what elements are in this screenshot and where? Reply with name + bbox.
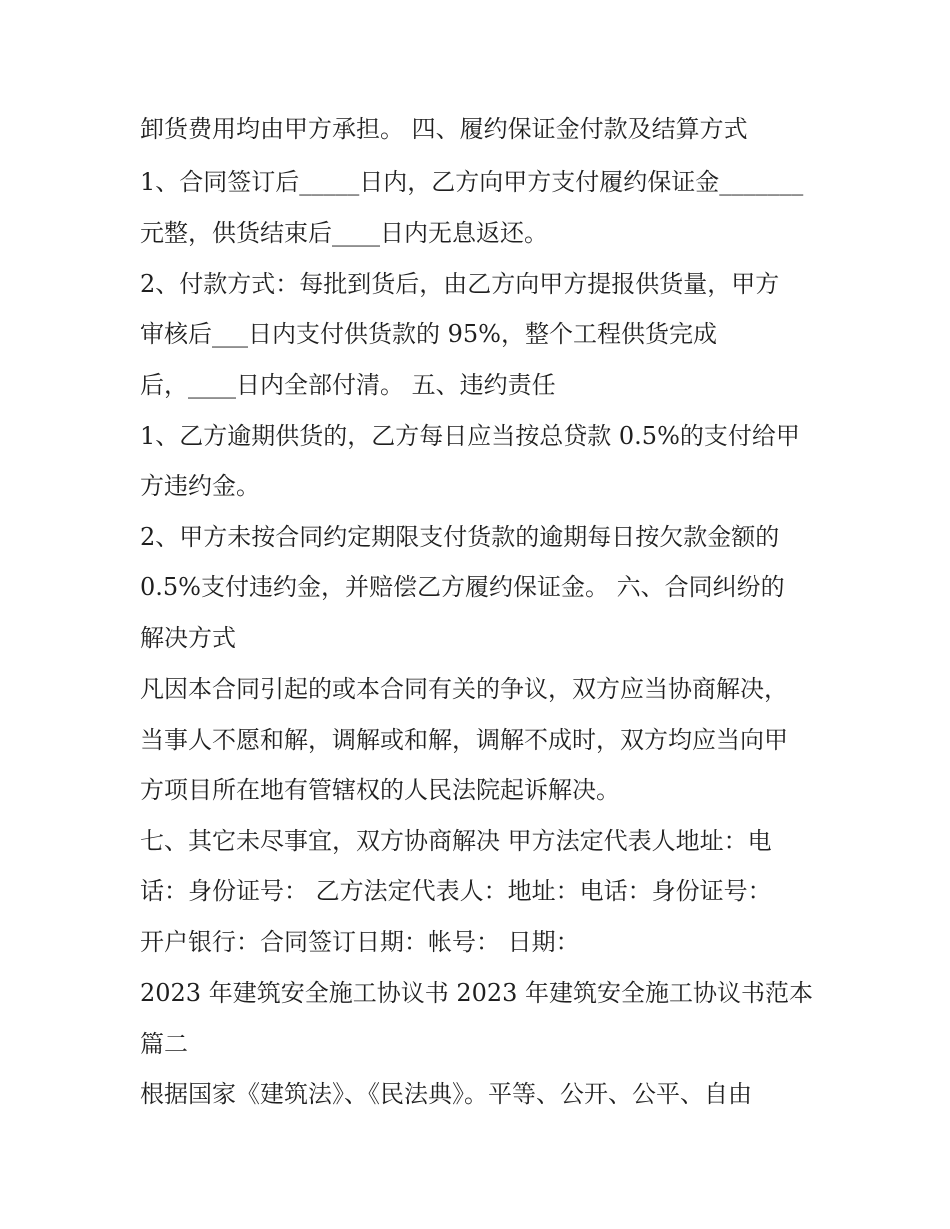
text-line: 元整，供货结束后____日内无息返还。 [140, 219, 548, 247]
text-line: 卸货费用均由甲方承担。 四、履约保证金付款及结算方式 [140, 115, 748, 143]
section-heading: 解决方式 [140, 624, 236, 652]
text-line: 七、其它未尽事宜，双方协商解决 甲方法定代表人地址：电 [140, 827, 772, 855]
text-line: 后，____日内全部付清。 五、违约责任 [140, 371, 556, 399]
text-line: 1、合同签订后_____日内，乙方向甲方支付履约保证金_______ [140, 168, 804, 196]
text-line: 2、付款方式：每批到货后，由乙方向甲方提报供货量，甲方 [140, 270, 780, 298]
text-line: 1、乙方逾期供货的，乙方每日应当按总贷款 0.5%的支付给甲 [140, 422, 800, 450]
text-line: 话：身份证号： 乙方法定代表人：地址：电话：身份证号： [140, 877, 772, 905]
text-line: 方违约金。 [140, 472, 260, 500]
text-line: 根据国家《建筑法》、《民法典》。平等、公开、公平、自由 [140, 1080, 752, 1108]
text-line: 2、甲方未按合同约定期限支付货款的逾期每日按欠款金额的 [140, 523, 780, 551]
document-title-line: 篇二 [140, 1030, 188, 1058]
text-line: 审核后___日内支付供货款的 95%，整个工程供货完成 [140, 320, 717, 348]
text-line: 方项目所在地有管辖权的人民法院起诉解决。 [140, 776, 620, 804]
text-line: 0.5%支付违约金，并赔偿乙方履约保证金。 六、合同纠纷的 [140, 573, 785, 601]
text-line: 开户银行：合同签订日期：帐号： 日期： [140, 928, 580, 956]
text-line: 凡因本合同引起的或本合同有关的争议，双方应当协商解决， [140, 675, 788, 703]
text-line: 当事人不愿和解，调解或和解，调解不成时，双方均应当向甲 [140, 726, 788, 754]
document-title-line: 2023 年建筑安全施工协议书 2023 年建筑安全施工协议书范本 [140, 979, 814, 1007]
